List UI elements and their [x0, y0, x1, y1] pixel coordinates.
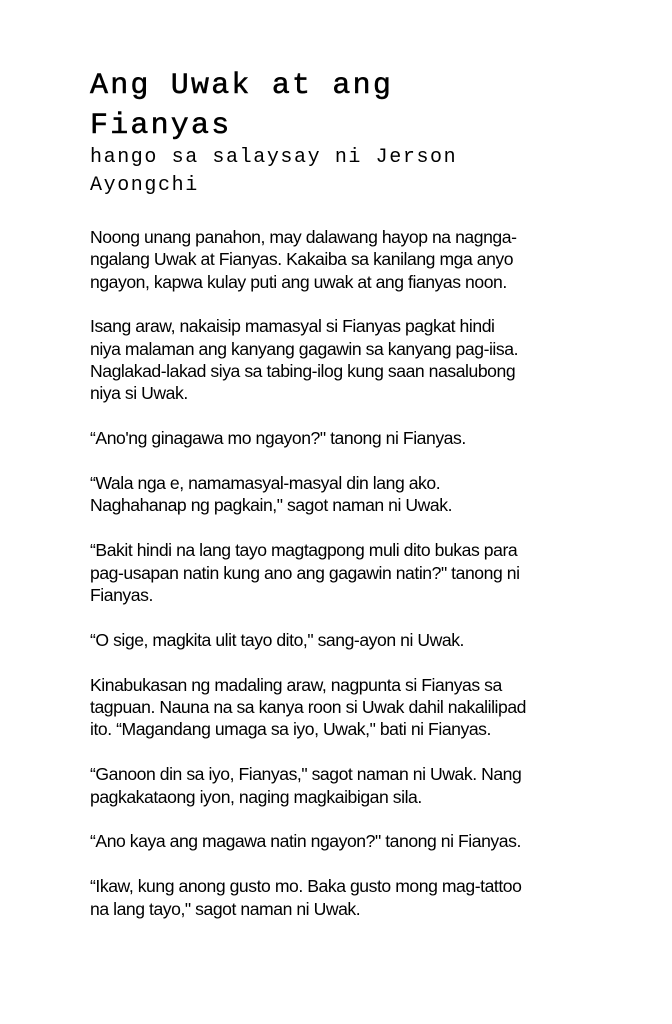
- subtitle-line: Ayongchi: [90, 174, 199, 197]
- story-paragraph: [90, 875, 610, 920]
- story-paragraph: [90, 472, 610, 517]
- story-paragraph: [90, 226, 610, 293]
- paragraph-line: “Ano kaya ang magawa natin ngayon?" tanong ni Fianyas.: [90, 831, 521, 852]
- story-paragraph: [90, 539, 610, 606]
- paragraph-line: ngalang Uwak at Fianyas. Kakaiba sa kanilang mga anyo: [90, 249, 514, 270]
- paragraph-line: Naghahanap ng pagkain," sagot naman ni Uwak.: [90, 495, 453, 516]
- paragraph-line: Isang araw, nakaisip mamasyal si Fianyas pagkat hindi: [90, 316, 495, 337]
- paragraph-line: ngayon, kapwa kulay puti ang uwak at ang fianyas noon.: [90, 271, 507, 292]
- story-title: [90, 66, 570, 146]
- paragraph-line: ito. “Magandang umaga sa iyo, Uwak," bati ni Fianyas.: [90, 719, 491, 740]
- story-paragraph: [90, 763, 610, 808]
- story-paragraph: [90, 674, 610, 741]
- story-paragraph: [90, 315, 610, 404]
- paragraph-line: niya si Uwak.: [90, 383, 188, 404]
- paragraph-line: niya malaman ang kanyang gagawin sa kanyang pag-iisa.: [90, 338, 519, 359]
- paragraph-line: “Ikaw, kung anong gusto mo. Baka gusto mong mag-tattoo: [90, 876, 522, 897]
- paragraph-line: Fianyas.: [90, 584, 153, 605]
- story-paragraph: [90, 629, 610, 651]
- story-subtitle: [90, 144, 570, 200]
- title-line: Ang Uwak at ang: [90, 69, 394, 103]
- paragraph-line: “Bakit hindi na lang tayo magtagpong muli dito bukas para: [90, 540, 518, 561]
- title-line: Fianyas: [90, 109, 232, 143]
- paragraph-line: tagpuan. Nauna na sa kanya roon si Uwak dahil nakalilipad: [90, 697, 526, 718]
- paragraph-line: na lang tayo," sagot naman ni Uwak.: [90, 898, 361, 919]
- paragraph-line: “Wala nga e, namamasyal-masyal din lang ako.: [90, 473, 441, 494]
- paragraph-line: pag-usapan natin kung ano ang gagawin natin?" tanong ni: [90, 562, 520, 583]
- paragraph-line: “Ganoon din sa iyo, Fianyas," sagot naman ni Uwak. Nang: [90, 764, 522, 785]
- paragraph-line: “Ano'ng ginagawa mo ngayon?" tanong ni Fianyas.: [90, 428, 466, 449]
- story-paragraph: [90, 427, 610, 449]
- story-body: [90, 226, 610, 942]
- paragraph-line: Kinabukasan ng madaling araw, nagpunta si Fianyas sa: [90, 674, 502, 695]
- paragraph-line: Noong unang panahon, may dalawang hayop na nagnga-: [90, 227, 517, 247]
- paragraph-line: Naglakad-lakad siya sa tabing-ilog kung saan nasalubong: [90, 361, 516, 382]
- paragraph-line: “O sige, magkita ulit tayo dito," sang-ayon ni Uwak.: [90, 629, 464, 650]
- subtitle-line: hango sa salaysay ni Jerson: [90, 146, 458, 169]
- paragraph-line: pagkakataong iyon, naging magkaibigan sila.: [90, 786, 422, 807]
- story-paragraph: [90, 830, 610, 852]
